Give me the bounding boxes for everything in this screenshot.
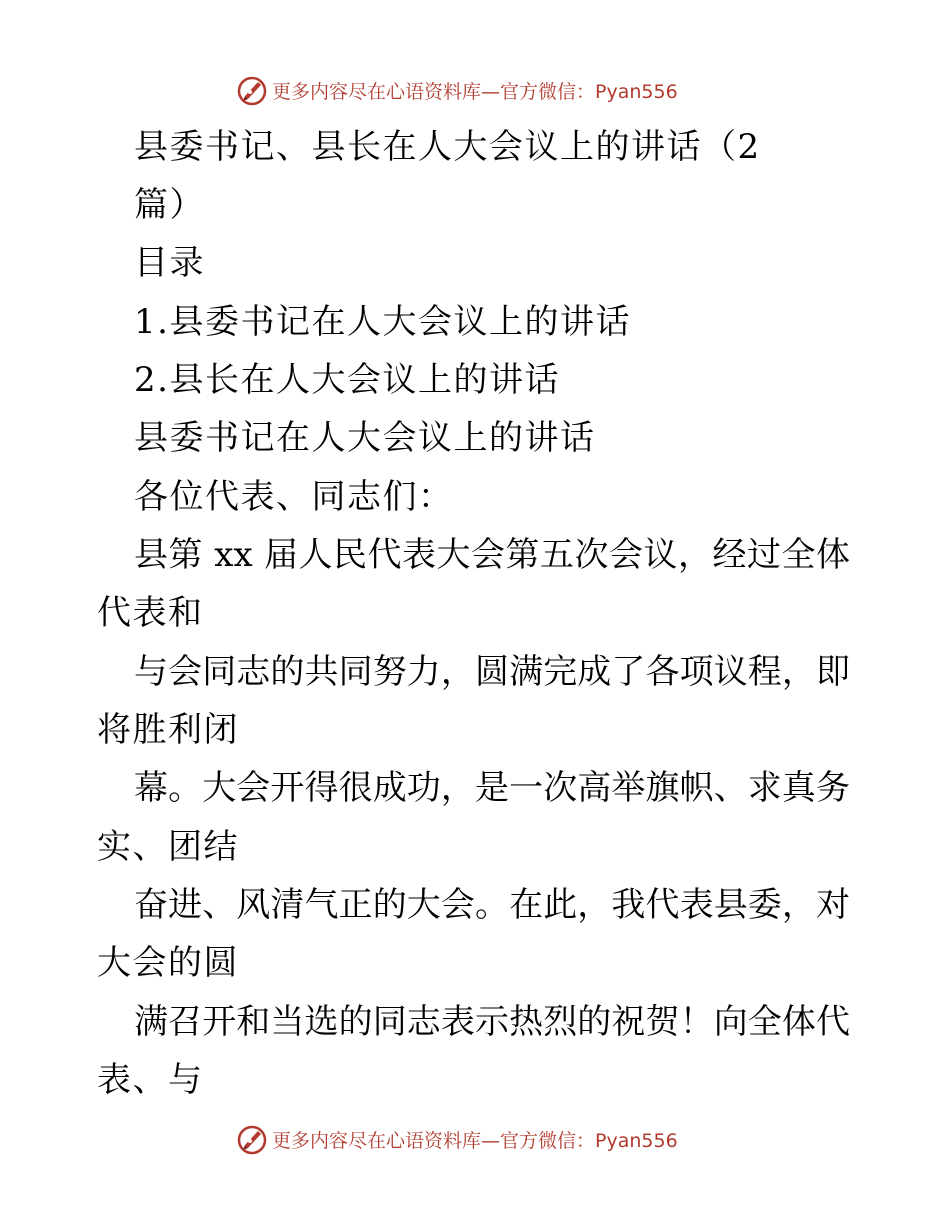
body-line: 奋进、风清气正的大会。在此，我代表县委，对	[134, 885, 850, 925]
body-line: 大会的圆	[97, 943, 239, 983]
header-watermark	[236, 72, 678, 108]
watermark-text: 更多内容尽在心语资料库—官方微信：Pyan556	[272, 1129, 678, 1152]
pen-seal-icon	[236, 1123, 268, 1155]
document-title-line-1: 县委书记、县长在人大会议上的讲话（2	[134, 127, 761, 167]
body-line: 将胜利闭	[97, 710, 239, 750]
pen-seal-icon	[236, 74, 268, 106]
section-title: 县委书记在人大会议上的讲话	[134, 418, 596, 458]
body-line: 实、团结	[97, 827, 239, 867]
body-line: 表、与	[97, 1060, 204, 1100]
body-line: 幕。大会开得很成功，是一次高举旗帜、求真务	[134, 768, 850, 808]
body-line: 县第 xx 届人民代表大会第五次会议，经过全体	[134, 535, 850, 575]
toc-heading: 目录	[134, 243, 205, 283]
document-title-line-2: 篇）	[134, 185, 205, 225]
watermark-text: 更多内容尽在心语资料库—官方微信：Pyan556	[272, 80, 678, 103]
toc-item-2: 2.县长在人大会议上的讲话	[134, 360, 560, 400]
footer-watermark	[236, 1121, 678, 1157]
body-line: 满召开和当选的同志表示热烈的祝贺！向全体代	[134, 1002, 850, 1042]
body-line: 与会同志的共同努力，圆满完成了各项议程，即	[134, 652, 850, 692]
salutation: 各位代表、同志们：	[134, 477, 454, 517]
toc-item-1: 1.县委书记在人大会议上的讲话	[134, 302, 631, 342]
body-line: 代表和	[97, 593, 204, 633]
